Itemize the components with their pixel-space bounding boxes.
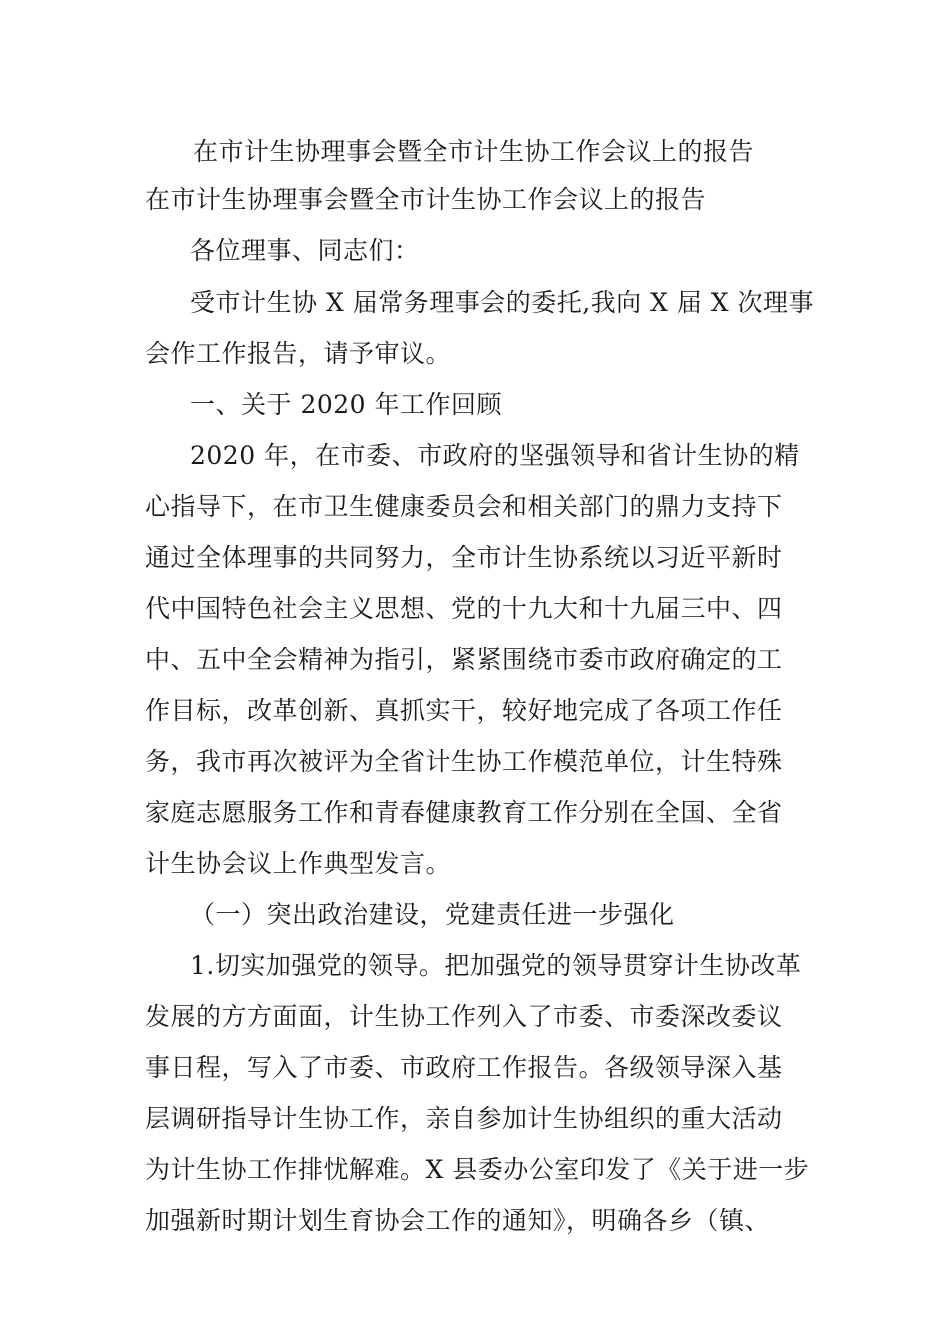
item-line: 发展的方方面面，计生协工作列入了市委、市委深改委议 (145, 1002, 783, 1031)
intro-line: 会作工作报告，请予审议。 (145, 339, 452, 368)
item-line: 1.切实加强党的领导。把加强党的领导贯穿计生协改革 (190, 951, 802, 980)
greeting: 各位理事、同志们： (190, 236, 420, 265)
review-line: 家庭志愿服务工作和青春健康教育工作分别在全国、全省 (145, 798, 783, 827)
review-line: 作目标，改革创新、真抓实干，较好地完成了各项工作任 (145, 696, 783, 725)
item-line: 事日程，写入了市委、市政府工作报告。各级领导深入基 (145, 1053, 783, 1082)
review-line: 计生协会议上作典型发言。 (145, 849, 452, 878)
review-line: 2020 年，在市委、市政府的坚强领导和省计生协的精 (190, 441, 800, 470)
review-line: 中、五中全会精神为指引，紧紧围绕市委市政府确定的工 (145, 645, 783, 674)
subsection-heading: （一）突出政治建设，党建责任进一步强化 (190, 900, 675, 929)
review-line: 通过全体理事的共同努力，全市计生协系统以习近平新时 (145, 543, 783, 572)
item-line: 层调研指导计生协工作，亲自参加计生协组织的重大活动 (145, 1104, 783, 1133)
section-heading: 一、关于 2020 年工作回顾 (190, 390, 503, 419)
review-line: 代中国特色社会主义思想、党的十九大和十九届三中、四 (145, 594, 783, 623)
intro-line: 受市计生协 X 届常务理事会的委托,我向 X 届 X 次理事 (190, 288, 815, 317)
item-line: 加强新时期计划生育协会工作的通知》，明确各乡（镇、 (145, 1206, 771, 1235)
item-line: 为计生协工作排忧解难。X 县委办公室印发了《关于进一步 (145, 1155, 810, 1184)
report-title-repeat: 在市计生协理事会暨全市计生协工作会议上的报告 (145, 185, 707, 214)
review-line: 务，我市再次被评为全省计生协工作模范单位，计生特殊 (145, 747, 783, 776)
review-line: 心指导下，在市卫生健康委员会和相关部门的鼎力支持下 (145, 492, 783, 521)
report-title: 在市计生协理事会暨全市计生协工作会议上的报告 (193, 137, 755, 166)
